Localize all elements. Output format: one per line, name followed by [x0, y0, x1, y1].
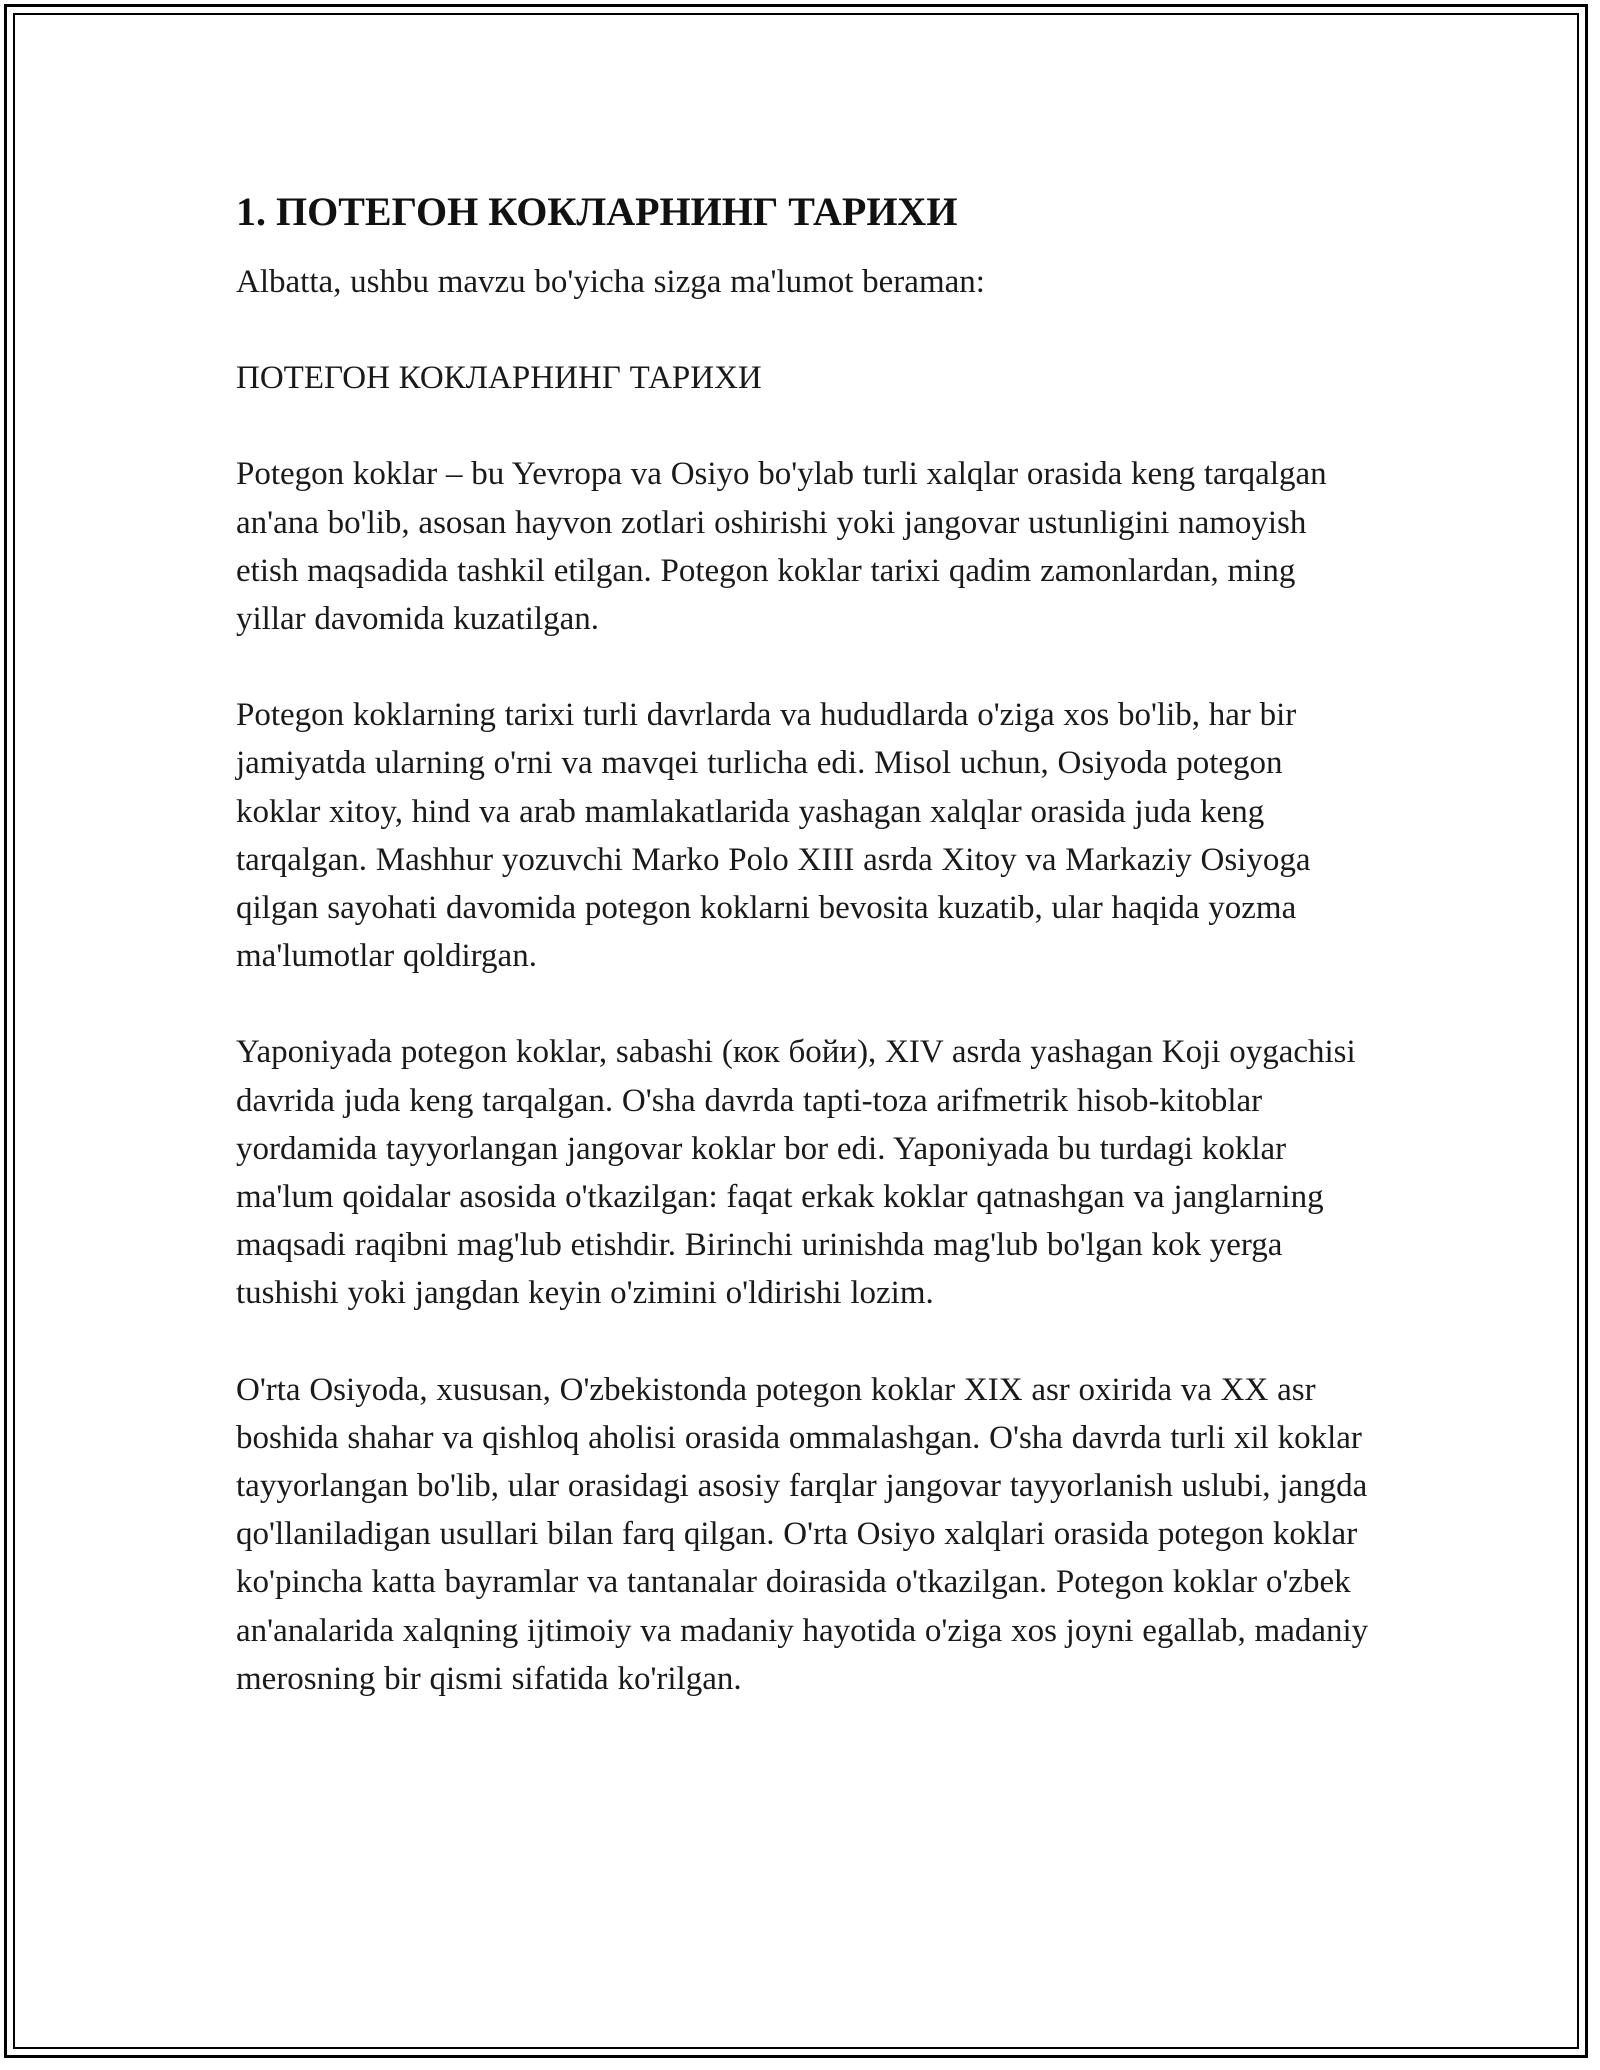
body-paragraph-3: Yaponiyada potegon koklar, sabashi (кок бойи), XIV asrda yashagan Koji oygachisi davrida juda keng tarqalgan. O'sha davrda tapti-toza arifmetrik hisob-kitoblar yordamida tayyorlangan jangovar koklar bor edi. Yaponiyada bu turdagi koklar ma'lum qoidalar asosida o'tkazilgan: faqat erkak koklar qatnashgan va janglarning maqsadi raqibni mag'lub etishdir. Birinchi urinishda mag'lub bo'lgan kok yerga tushishi yoki jangdan keyin o'zimini o'ldirishi lozim.	[236, 1034, 1356, 1312]
intro-paragraph: Albatta, ushbu mavzu bo'yicha sizga ma'lumot beraman:	[236, 264, 985, 300]
body-paragraph-2: Potegon koklarning tarixi turli davrlarda va hududlarda o'ziga xos bo'lib, har bir jamiyatda ularning o'rni va mavqei turlicha edi. Misol uchun, Osiyoda potegon koklar xitoy, hind va arab mamlakatlarida yashagan xalqlar orasida juda keng tarqalgan. Mashhur yozuvchi Marko Polo XIII asrda Xitoy va Markaziy Osiyoga qilgan sayohati davomida potegon koklarni bevosita kuzatib, ular haqida yozma ma'lumotlar qoldirgan.	[236, 697, 1311, 975]
body-paragraph-1: Potegon koklar – bu Yevropa va Osiyo bo'ylab turli xalqlar orasida keng tarqalgan an'ana bo'lib, asosan hayvon zotlari oshirishi yoki jangovar ustunligini namoyish etish maqsadida tashkil etilgan. Potegon koklar tarixi qadim zamonlardan, ming yillar davomida kuzatilgan.	[236, 456, 1327, 638]
body-paragraph-4: O'rta Osiyoda, xususan, O'zbekistonda potegon koklar XIX asr oxirida va XX asr boshida shahar va qishloq aholisi orasida ommalashgan. O'sha davrda turli xil koklar tayyorlangan bo'lib, ular orasidagi asosiy farqlar jangovar tayyorlanish uslubi, jangda qo'llaniladigan usullari bilan farq qilgan. O'rta Osiyo xalqlari orasida potegon koklar ko'pincha katta bayramlar va tantanalar doirasida o'tkazilgan. Potegon koklar o'zbek an'analarida xalqning ijtimoiy va madaniy hayotida o'ziga xos joyni egallab, madaniy merosning bir qismi sifatida ko'rilgan.	[236, 1371, 1369, 1697]
document-heading: 1. ПОТЕГОН КОКЛАРНИНГ ТАРИХИ	[236, 189, 958, 234]
subtitle-paragraph: ПОТЕГОН КОКЛАРНИНГ ТАРИХИ	[236, 360, 762, 397]
document-body	[236, 188, 1371, 1751]
